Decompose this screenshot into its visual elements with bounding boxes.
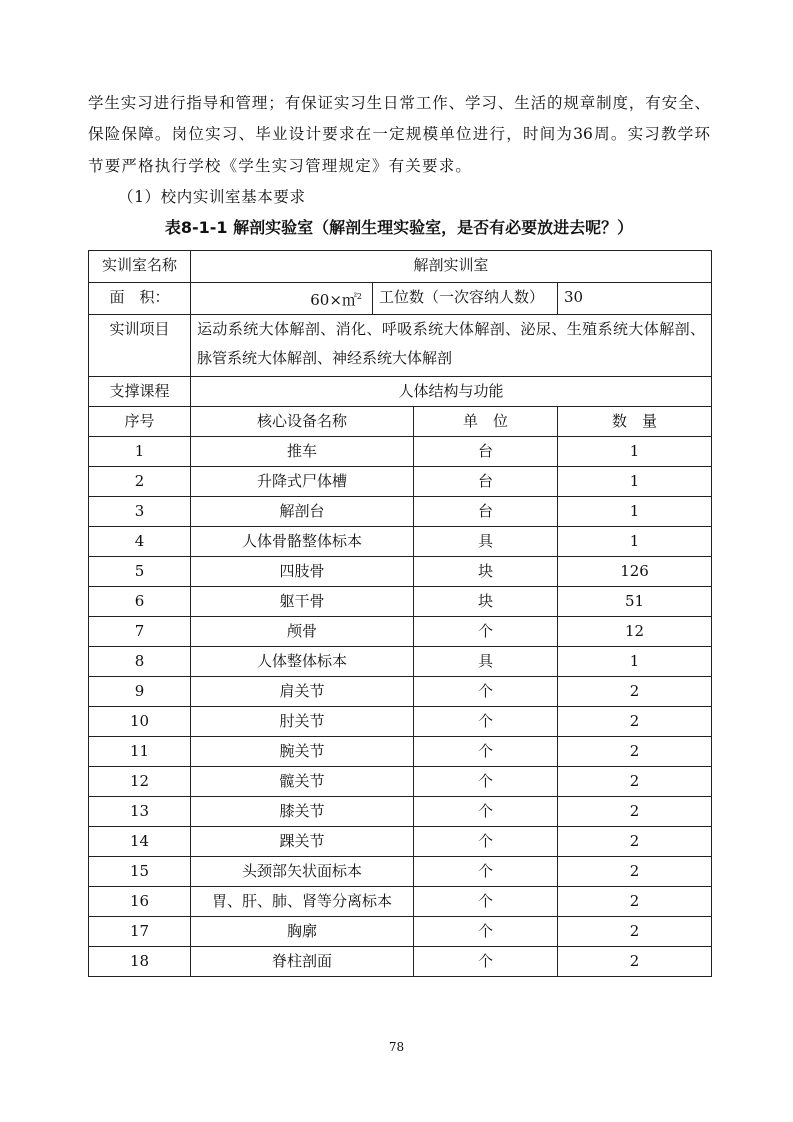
project-value: 运动系统大体解剖、消化、呼吸系统大体解剖、泌尿、生殖系统大体解剖、脉管系统大体解剖、神经系统大体解剖 [191, 315, 712, 377]
page-number: 78 [388, 1040, 405, 1054]
unit: 块 [414, 587, 558, 617]
quantity: 126 [558, 557, 712, 587]
unit: 台 [414, 497, 558, 527]
stations-value: 30 [558, 283, 712, 315]
quantity: 2 [558, 767, 712, 797]
row-index: 3 [89, 497, 191, 527]
equipment-name: 躯干骨 [191, 587, 414, 617]
unit: 台 [414, 467, 558, 497]
table-row [89, 647, 712, 677]
equipment-name: 膝关节 [191, 797, 414, 827]
row-index: 13 [89, 797, 191, 827]
equipment-name: 胃、肝、肺、肾等分离标本 [191, 887, 414, 917]
row-index: 9 [89, 677, 191, 707]
quantity: 2 [558, 947, 712, 977]
unit: 个 [414, 827, 558, 857]
equipment-name: 四肢骨 [191, 557, 414, 587]
area-value-text: 60×㎡ [310, 291, 357, 309]
equipment-name: 脊柱剖面 [191, 947, 414, 977]
table-row [89, 797, 712, 827]
project-row [89, 315, 712, 377]
paragraph-line: 学生实习进行指导和管理；有保证实习生日常工作、学习、生活的规章制度，有安全、 [88, 94, 710, 112]
row-index: 14 [89, 827, 191, 857]
quantity: 51 [558, 587, 712, 617]
equipment-name: 髋关节 [191, 767, 414, 797]
equipment-table [88, 250, 712, 977]
room-label: 实训室名称 [89, 251, 191, 283]
unit: 个 [414, 737, 558, 767]
unit: 个 [414, 917, 558, 947]
equipment-name: 腕关节 [191, 737, 414, 767]
equipment-name: 解剖台 [191, 497, 414, 527]
unit: 台 [414, 437, 558, 467]
quantity: 1 [558, 437, 712, 467]
quantity: 2 [558, 827, 712, 857]
table-row [89, 737, 712, 767]
table-title: 表8-1-1 解剖实验室（解剖生理实验室，是否有必要放进去呢？） [164, 218, 634, 237]
unit: 个 [414, 797, 558, 827]
row-index: 17 [89, 917, 191, 947]
room-value: 解剖实训室 [191, 251, 712, 283]
table-row [89, 707, 712, 737]
table-row [89, 587, 712, 617]
table-row [89, 497, 712, 527]
equipment-name: 胸廓 [191, 917, 414, 947]
quantity: 2 [558, 887, 712, 917]
equipment-name: 人体整体标本 [191, 647, 414, 677]
table-row [89, 947, 712, 977]
paragraph-line: 保险保障。岗位实习、毕业设计要求在一定规模单位进行，时间为36周。实习教学环 [88, 125, 710, 143]
quantity: 1 [558, 497, 712, 527]
table-row [89, 887, 712, 917]
equipment-name: 踝关节 [191, 827, 414, 857]
subheading: （1）校内实训室基本要求 [118, 188, 306, 206]
quantity: 1 [558, 467, 712, 497]
unit: 个 [414, 767, 558, 797]
project-label: 实训项目 [89, 315, 191, 377]
table-row [89, 677, 712, 707]
equipment-name: 颅骨 [191, 617, 414, 647]
col-header-unit: 单 位 [414, 407, 558, 437]
area-sup: 2 [356, 292, 362, 301]
row-index: 6 [89, 587, 191, 617]
unit: 个 [414, 947, 558, 977]
unit: 个 [414, 677, 558, 707]
equipment-name: 肩关节 [191, 677, 414, 707]
equipment-name: 升降式尸体槽 [191, 467, 414, 497]
equipment-name: 人体骨骼整体标本 [191, 527, 414, 557]
area-row [89, 283, 712, 315]
paragraph-line: 节要严格执行学校《学生实习管理规定》有关要求。 [88, 157, 473, 175]
table-row [89, 827, 712, 857]
quantity: 12 [558, 617, 712, 647]
row-index: 1 [89, 437, 191, 467]
course-row [89, 377, 712, 407]
row-index: 7 [89, 617, 191, 647]
quantity: 2 [558, 707, 712, 737]
equipment-name: 推车 [191, 437, 414, 467]
unit: 个 [414, 857, 558, 887]
header-row [89, 407, 712, 437]
room-name-row [89, 251, 712, 283]
row-index: 18 [89, 947, 191, 977]
row-index: 10 [89, 707, 191, 737]
equipment-name: 肘关节 [191, 707, 414, 737]
row-index: 15 [89, 857, 191, 887]
unit: 个 [414, 887, 558, 917]
equipment-name: 头颈部矢状面标本 [191, 857, 414, 887]
row-index: 8 [89, 647, 191, 677]
col-header-name: 核心设备名称 [191, 407, 414, 437]
table-row [89, 767, 712, 797]
area-label: 面 积： [89, 283, 191, 315]
course-value: 人体结构与功能 [191, 377, 712, 407]
course-label: 支撑课程 [89, 377, 191, 407]
quantity: 2 [558, 797, 712, 827]
table-row [89, 467, 712, 497]
unit: 具 [414, 527, 558, 557]
row-index: 12 [89, 767, 191, 797]
quantity: 1 [558, 527, 712, 557]
table-row [89, 917, 712, 947]
table-row [89, 527, 712, 557]
quantity: 2 [558, 677, 712, 707]
row-index: 4 [89, 527, 191, 557]
table-row [89, 857, 712, 887]
table-row [89, 437, 712, 467]
quantity: 2 [558, 857, 712, 887]
row-index: 5 [89, 557, 191, 587]
unit: 个 [414, 707, 558, 737]
row-index: 16 [89, 887, 191, 917]
table-row [89, 617, 712, 647]
area-value [191, 283, 373, 315]
unit: 块 [414, 557, 558, 587]
unit: 个 [414, 617, 558, 647]
table-row [89, 557, 712, 587]
row-index: 2 [89, 467, 191, 497]
quantity: 2 [558, 737, 712, 767]
quantity: 2 [558, 917, 712, 947]
stations-label: 工位数（一次容纳人数） [373, 283, 558, 315]
unit: 具 [414, 647, 558, 677]
col-header-quantity: 数 量 [558, 407, 712, 437]
quantity: 1 [558, 647, 712, 677]
row-index: 11 [89, 737, 191, 767]
col-header-index: 序号 [89, 407, 191, 437]
